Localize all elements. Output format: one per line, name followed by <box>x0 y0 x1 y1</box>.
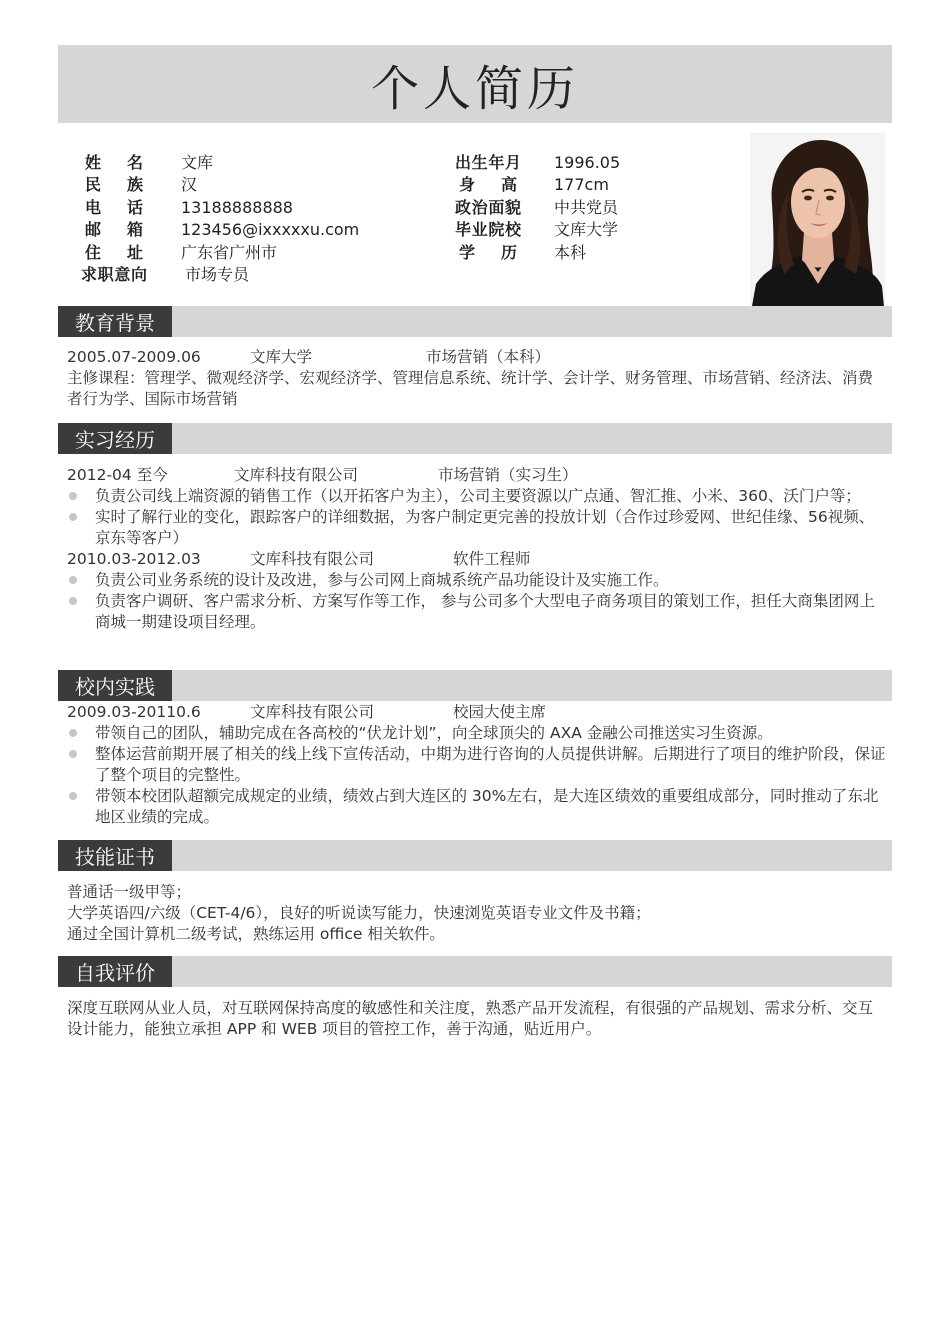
self-block <box>67 998 887 1040</box>
education-courses: 主修课程：管理学、微观经济学、宏观经济学、管理信息系统、统计学、会计学、财务管理、市场营销、经济法、消费者行为学、国际市场营销 <box>67 369 874 408</box>
profile-photo <box>750 133 885 317</box>
section-header-campus <box>58 670 892 701</box>
info-label: 身高 <box>459 175 517 195</box>
section-title: 技能证书 <box>58 840 172 871</box>
info-row-email <box>85 219 359 241</box>
info-row-name <box>85 152 359 174</box>
campus-company: 文库科技有限公司 <box>250 703 375 721</box>
job-period: 2012-04 至今 <box>67 466 168 484</box>
job-bullets <box>67 570 887 633</box>
job-period: 2010.03-2012.03 <box>67 550 201 568</box>
personal-info-left <box>81 152 360 286</box>
info-value: 1996.05 <box>554 153 621 172</box>
info-row-degree <box>455 242 620 264</box>
education-period: 2005.07-2009.06 <box>67 348 201 366</box>
info-row-height <box>455 174 620 196</box>
info-value: 文库 <box>181 153 214 172</box>
campus-head-line <box>67 702 887 723</box>
job-company: 文库科技有限公司 <box>250 550 375 568</box>
info-value: 本科 <box>554 242 587 262</box>
info-row-address <box>85 242 359 264</box>
info-row-political <box>455 197 620 219</box>
info-label: 姓名 <box>85 153 143 172</box>
info-row-ethnicity <box>85 174 359 196</box>
skill-line: 普通话一级甲等； <box>67 883 192 901</box>
job-company: 文库科技有限公司 <box>234 466 359 484</box>
campus-period: 2009.03-20110.6 <box>67 703 201 721</box>
info-value: 汉 <box>181 175 198 195</box>
list-item: 负责客户调研、客户需求分析、方案写作等工作， 参与公司多个大型电子商务项目的策划工作，担任大商集团网上商城一期建设项目经理。 <box>67 591 887 633</box>
skill-line: 大学英语四/六级（CET-4/6），良好的听说读写能力，快速浏览英语专业文件及书籍； <box>67 904 651 922</box>
skill-line: 通过全国计算机二级考试，熟练运用 office 相关软件。 <box>67 925 445 943</box>
job-bullets <box>67 486 887 549</box>
list-item: 带领自己的团队，辅助完成在各高校的“伏龙计划”，向全球顶尖的 AXA 金融公司推送实习生资源。 <box>67 723 887 744</box>
info-label: 电话 <box>85 197 143 217</box>
personal-info-right <box>455 152 620 264</box>
section-header-self <box>58 956 892 987</box>
education-head-line <box>67 347 887 368</box>
job-role: 市场营销（实习生） <box>438 466 578 484</box>
info-label: 毕业院校 <box>455 220 521 240</box>
info-row-objective <box>81 264 359 286</box>
info-label: 出生年月 <box>455 153 521 172</box>
section-header-education <box>58 306 892 337</box>
info-label: 学历 <box>459 242 517 262</box>
info-value: 13188888888 <box>181 197 293 217</box>
section-title: 校内实践 <box>58 670 172 701</box>
info-label: 政治面貌 <box>455 197 521 217</box>
section-title: 自我评价 <box>58 956 172 987</box>
info-value: 市场专员 <box>185 264 250 284</box>
education-block <box>67 347 887 410</box>
info-label: 求职意向 <box>81 264 147 284</box>
self-evaluation-text: 深度互联网从业人员，对互联网保持高度的敏感性和关注度，熟悉产品开发流程，有很强的产品规划、需求分析、交互设计能力，能独立承担 APP 和 WEB 项目的管控工作，善于沟通，贴近用户。 <box>67 999 874 1038</box>
list-item: 实时了解行业的变化，跟踪客户的详细数据，为客户制定更完善的投放计划（合作过珍爱网、世纪佳缘、56视频、京东等客户） <box>67 507 887 549</box>
page-title: 个人简历 <box>370 60 579 117</box>
skills-block <box>67 882 887 945</box>
info-value: 文库大学 <box>554 220 619 240</box>
info-label: 邮箱 <box>85 220 143 240</box>
list-item: 带领本校团队超额完成规定的业绩，绩效占到大连区的 30%左右，是大连区绩效的重要组成部分，同时推动了东北地区业绩的完成。 <box>67 786 887 828</box>
list-item: 整体运营前期开展了相关的线上线下宣传活动，中期为进行咨询的人员提供讲解。后期进行了项目的维护阶段，保证了整个项目的完整性。 <box>67 744 887 786</box>
info-value: 广东省广州市 <box>181 242 278 262</box>
list-item: 负责公司线上端资源的销售工作（以开拓客户为主），公司主要资源以广点通、智汇推、小米、360、沃门户等； <box>67 486 887 507</box>
campus-bullets <box>67 723 887 828</box>
education-school: 文库大学 <box>250 348 313 366</box>
info-value: 123456@ixxxxxu.com <box>181 220 360 240</box>
internship-block <box>67 465 887 633</box>
info-row-school <box>455 219 620 241</box>
info-value: 中共党员 <box>554 197 619 217</box>
info-row-birth <box>455 152 620 174</box>
info-value: 177cm <box>554 175 609 195</box>
section-title: 教育背景 <box>58 306 172 337</box>
info-label: 住址 <box>85 242 143 262</box>
section-header-internship <box>58 423 892 454</box>
job-head-line <box>67 549 887 570</box>
section-header-skills <box>58 840 892 871</box>
section-title: 实习经历 <box>58 423 172 454</box>
title-bar <box>58 45 892 123</box>
portrait-illustration <box>750 134 885 317</box>
list-item: 负责公司业务系统的设计及改进，参与公司网上商城系统产品功能设计及实施工作。 <box>67 570 887 591</box>
info-row-phone <box>85 197 359 219</box>
campus-role: 校园大使主席 <box>453 703 547 721</box>
education-major: 市场营销（本科） <box>426 348 551 366</box>
job-head-line <box>67 465 887 486</box>
job-role: 软件工程师 <box>453 550 531 568</box>
campus-block <box>67 702 887 828</box>
info-label: 民族 <box>85 175 143 195</box>
